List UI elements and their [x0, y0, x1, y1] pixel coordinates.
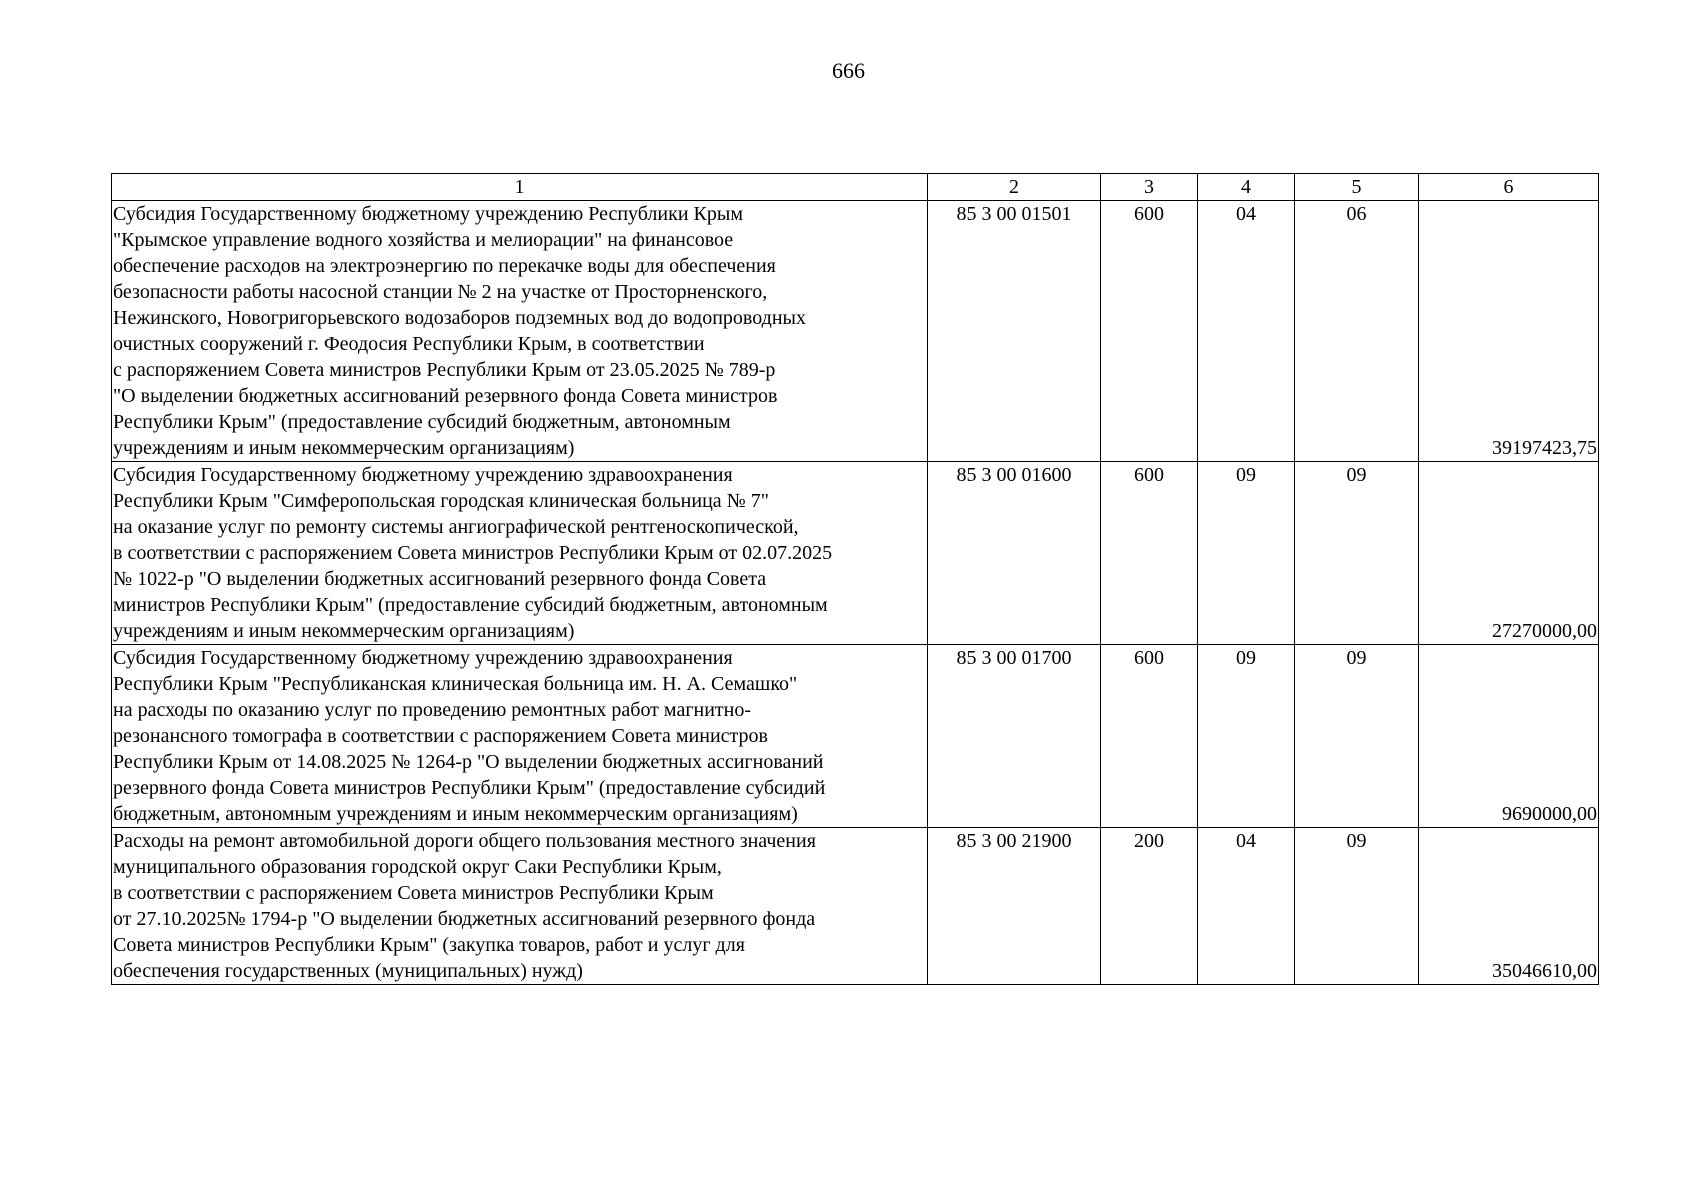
- row-column-3: 600: [1101, 201, 1198, 462]
- table-row: [112, 462, 1599, 645]
- row-column-3: 600: [1101, 645, 1198, 828]
- row-column-5: 09: [1295, 645, 1419, 828]
- table-row: [112, 645, 1599, 828]
- row-column-4: 04: [1198, 828, 1295, 985]
- page-number: 666: [832, 58, 865, 83]
- row-description: Субсидия Государственному бюджетному учреждению здравоохранения Республики Крым "Республиканская клиническая больница им. Н. А. Семашко" на расходы по оказанию услуг по проведению ремонтных работ магнитно- резонансного томографа в соответствии с распоряжением Совета министров Республики Крым от 14.08.2025 № 1264-р "О выделении бюджетных ассигнований резервного фонда Совета министров Республики Крым" (предоставление субсидий бюджетным, автономным учреждениям и иным некоммерческим организациям): [112, 645, 928, 828]
- row-target-code: 85 3 00 01700: [928, 645, 1101, 828]
- row-amount: 39197423,75: [1419, 201, 1599, 462]
- table-row: [112, 828, 1599, 985]
- row-description: Субсидия Государственному бюджетному учреждению здравоохранения Республики Крым "Симферопольская городская клиническая больница № 7" на оказание услуг по ремонту системы ангиографической рентгеноскопической, в соответствии с распоряжением Совета министров Республики Крым от 02.07.2025 № 1022-р "О выделении бюджетных ассигнований резервного фонда Совета министров Республики Крым" (предоставление субсидий бюджетным, автономным учреждениям и иным некоммерческим организациям): [112, 462, 928, 645]
- column-header: 3: [1101, 174, 1198, 201]
- column-header: 1: [112, 174, 928, 201]
- row-column-4: 04: [1198, 201, 1295, 462]
- row-column-3: 200: [1101, 828, 1198, 985]
- row-target-code: 85 3 00 21900: [928, 828, 1101, 985]
- row-column-4: 09: [1198, 462, 1295, 645]
- column-header: 6: [1419, 174, 1599, 201]
- row-column-5: 09: [1295, 828, 1419, 985]
- row-column-5: 09: [1295, 462, 1419, 645]
- table-row: [112, 201, 1599, 462]
- column-header: 4: [1198, 174, 1295, 201]
- row-target-code: 85 3 00 01600: [928, 462, 1101, 645]
- column-header: 5: [1295, 174, 1419, 201]
- row-column-5: 06: [1295, 201, 1419, 462]
- row-amount: 27270000,00: [1419, 462, 1599, 645]
- row-description: Расходы на ремонт автомобильной дороги общего пользования местного значения муниципального образования городской округ Саки Республики Крым, в соответствии с распоряжением Совета министров Республики Крым от 27.10.2025№ 1794-р "О выделении бюджетных ассигнований резервного фонда Совета министров Республики Крым" (закупка товаров, работ и услуг для обеспечения государственных (муниципальных) нужд): [112, 828, 928, 985]
- row-description: Субсидия Государственному бюджетному учреждению Республики Крым "Крымское управление водного хозяйства и мелиорации" на финансовое обеспечение расходов на электроэнергию по перекачке воды для обеспечения безопасности работы насосной станции № 2 на участке от Просторненского, Нежинского, Новогригорьевского водозаборов подземных вод до водопроводных очистных сооружений г. Феодосия Республики Крым, в соответствии с распоряжением Совета министров Республики Крым от 23.05.2025 № 789-р "О выделении бюджетных ассигнований резервного фонда Совета министров Республики Крым" (предоставление субсидий бюджетным, автономным учреждениям и иным некоммерческим организациям): [112, 201, 928, 462]
- row-amount: 35046610,00: [1419, 828, 1599, 985]
- column-header: 2: [928, 174, 1101, 201]
- row-amount: 9690000,00: [1419, 645, 1599, 828]
- row-column-3: 600: [1101, 462, 1198, 645]
- table-header-row: [112, 174, 1599, 201]
- budget-table: [111, 173, 1599, 985]
- row-target-code: 85 3 00 01501: [928, 201, 1101, 462]
- row-column-4: 09: [1198, 645, 1295, 828]
